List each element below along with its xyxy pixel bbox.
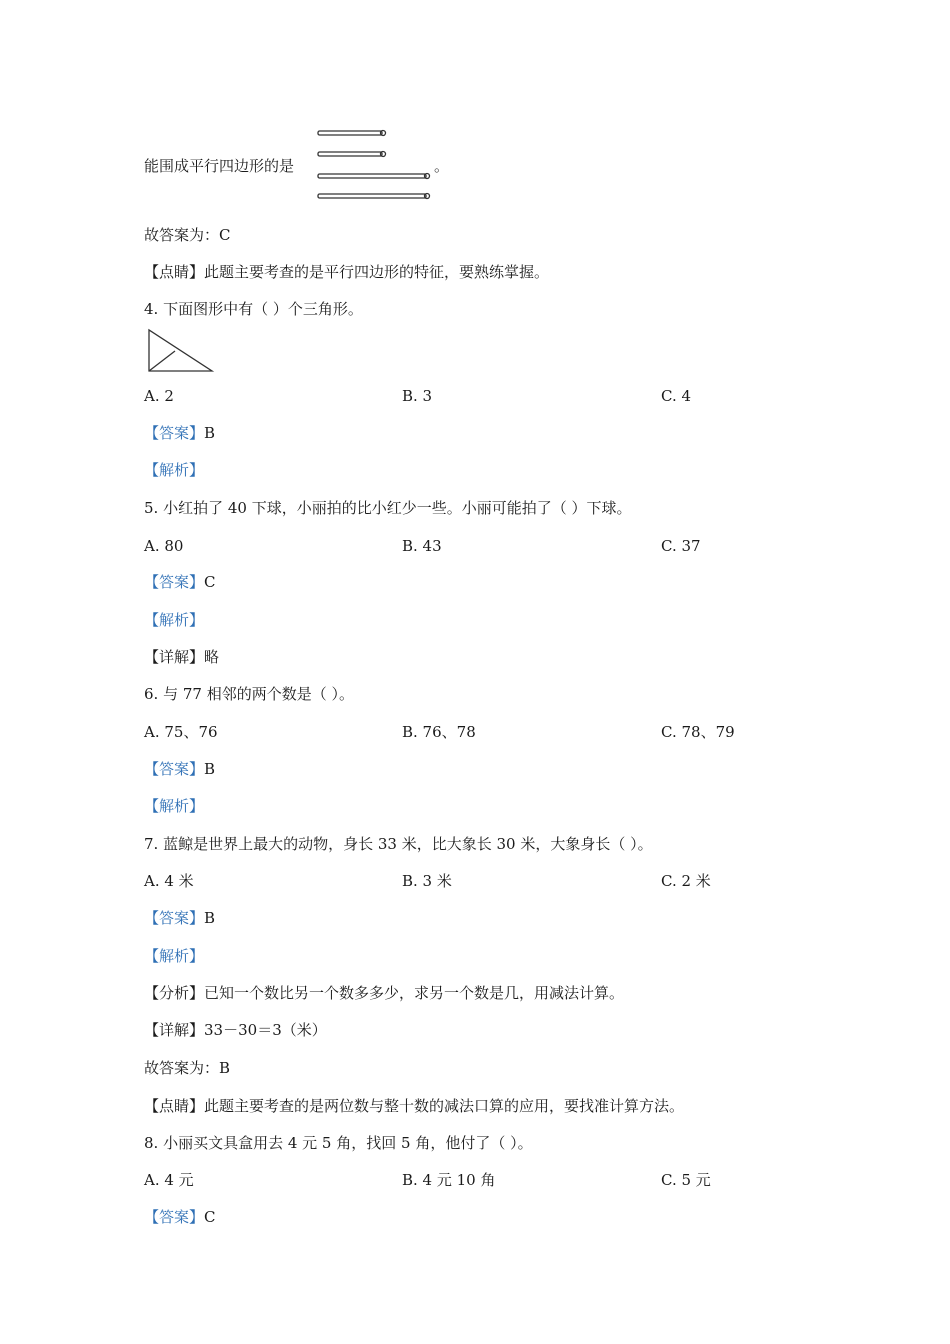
q6-option-c: C. 78、79 (661, 723, 735, 741)
long-stick-1 (318, 174, 426, 178)
q6-answer (144, 759, 215, 779)
q5-analysis-tag: 【解析】 (144, 611, 205, 629)
triangle-figure (147, 328, 215, 374)
detail-tag: 【详解】 (144, 1021, 205, 1039)
detail-text: 33－30＝3（米） (204, 1021, 327, 1039)
answer-tag: 【答案】 (144, 424, 205, 442)
answer-tag: 【答案】 (144, 760, 205, 778)
q3-remark (144, 262, 549, 282)
q6-stem: 6. 与 77 相邻的两个数是（ ）。 (144, 685, 354, 703)
long-stick-2 (318, 194, 426, 198)
fenxi-text: 已知一个数比另一个数多多少，求另一个数是几，用减法计算。 (204, 984, 625, 1002)
q7-option-c: C. 2 米 (661, 872, 711, 890)
answer-tag: 【答案】 (144, 1208, 205, 1226)
long-stick-2-head (425, 194, 430, 199)
matchsticks-figure (316, 128, 436, 204)
detail-tag: 【详解】 (144, 648, 205, 666)
q7-answer (144, 908, 215, 928)
answer-value: B (204, 909, 216, 927)
q4-option-b: B. 3 (402, 387, 433, 405)
long-stick-1-head (425, 174, 430, 179)
q4-answer (144, 423, 215, 443)
q7-remark (144, 1096, 684, 1116)
q8-option-c: C. 5 元 (661, 1171, 711, 1189)
short-stick-2-head (381, 152, 386, 157)
answer-value: C (204, 1208, 216, 1226)
outer-triangle (149, 330, 212, 371)
q7-conclusion: 故答案为：B (144, 1059, 231, 1077)
inner-segment (149, 351, 175, 371)
q3-conclusion: 故答案为：C (144, 226, 231, 244)
q6-option-b: B. 76、78 (402, 723, 476, 741)
fenxi-tag: 【分析】 (144, 984, 205, 1002)
answer-tag: 【答案】 (144, 909, 205, 927)
q5-detail (144, 647, 219, 667)
q7-analysis-tag: 【解析】 (144, 947, 205, 965)
q8-stem: 8. 小丽买文具盒用去 4 元 5 角，找回 5 角，他付了（ ）。 (144, 1134, 533, 1152)
q7-option-a: A. 4 米 (144, 872, 194, 890)
remark-text: 此题主要考查的是平行四边形的特征，要熟练掌握。 (204, 263, 550, 281)
answer-value: C (204, 573, 216, 591)
q4-stem: 4. 下面图形中有（ ）个三角形。 (144, 300, 363, 318)
answer-value: B (204, 760, 216, 778)
q5-option-a: A. 80 (144, 537, 184, 555)
q4-option-c: C. 4 (661, 387, 692, 405)
answer-tag: 【答案】 (144, 573, 205, 591)
q5-answer (144, 572, 216, 592)
q5-option-b: B. 43 (402, 537, 442, 555)
detail-text: 略 (204, 648, 220, 666)
q7-option-b: B. 3 米 (402, 872, 452, 890)
short-stick-2 (318, 152, 382, 156)
q7-fenxi (144, 983, 624, 1003)
q3-lead-text: 能围成平行四边形的是 (144, 157, 295, 175)
remark-tag: 【点睛】 (144, 263, 205, 281)
q7-stem: 7. 蓝鲸是世界上最大的动物，身长 33 米，比大象长 30 米，大象身长（ ）。 (144, 835, 653, 853)
q4-option-a: A. 2 (144, 387, 174, 405)
q5-stem: 5. 小红拍了 40 下球，小丽拍的比小红少一些。小丽可能拍了（ ）下球。 (144, 499, 632, 517)
q8-answer (144, 1207, 216, 1227)
q4-analysis-tag: 【解析】 (144, 461, 205, 479)
q6-analysis-tag: 【解析】 (144, 797, 205, 815)
remark-tag: 【点睛】 (144, 1097, 205, 1115)
q3-end-punct: 。 (434, 157, 450, 175)
q8-option-b: B. 4 元 10 角 (402, 1171, 496, 1189)
short-stick-1 (318, 131, 382, 135)
q7-detail (144, 1020, 327, 1040)
q8-option-a: A. 4 元 (144, 1171, 194, 1189)
answer-value: B (204, 424, 216, 442)
short-stick-1-head (381, 131, 386, 136)
remark-text: 此题主要考查的是两位数与整十数的减法口算的应用，要找准计算方法。 (204, 1097, 685, 1115)
q6-option-a: A. 75、76 (144, 723, 218, 741)
q5-option-c: C. 37 (661, 537, 701, 555)
